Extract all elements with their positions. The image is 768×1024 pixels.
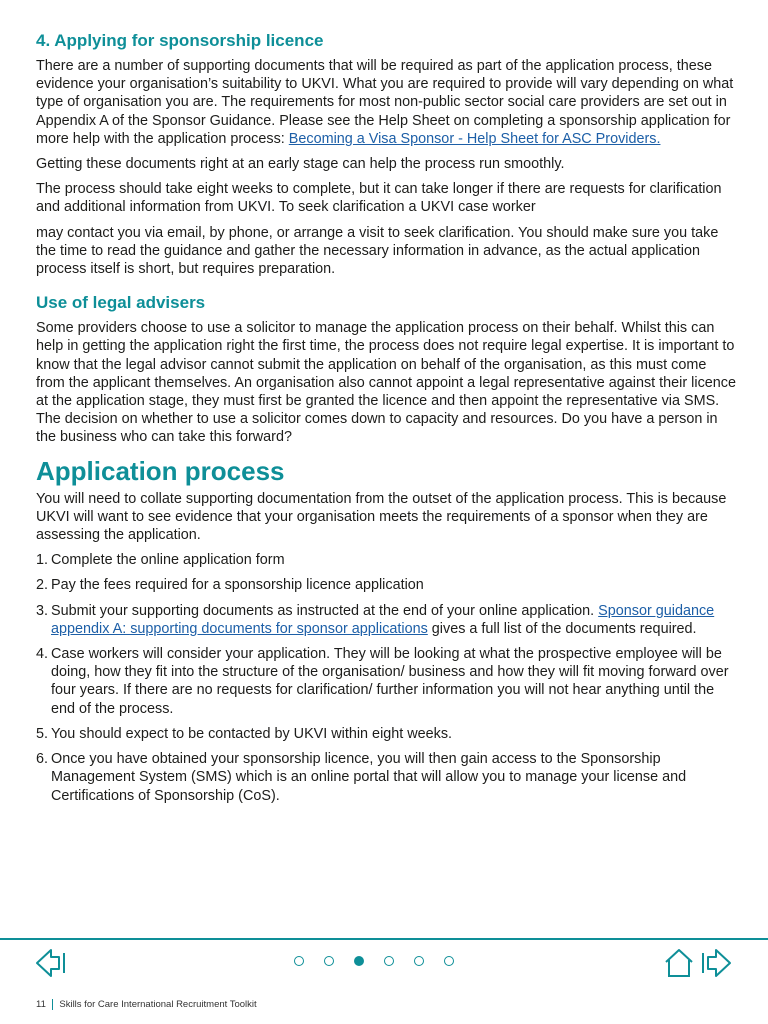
item-number: 1.: [36, 552, 49, 569]
item-number: 5.: [36, 725, 49, 742]
page-footer: [36, 999, 257, 1010]
footer-divider: [0, 938, 768, 940]
home-button[interactable]: [664, 947, 694, 984]
paragraph: Getting these documents right at an early stage can help the process run smoothly.: [36, 156, 565, 173]
paragraph: may contact you via email, by phone, or arrange a visit to seek clarification. You should make sure you take the time to read the guidance and gather the necessary information in advance, as the actual application process itself is short, but requires preparation.: [36, 224, 719, 278]
list-item: [36, 602, 736, 638]
list-item: [36, 645, 736, 718]
legal-heading: Use of legal advisers: [36, 293, 206, 313]
item-number: 4.: [36, 646, 49, 663]
item-number: 2.: [36, 577, 49, 594]
item-text: Pay the fees required for a sponsorship licence application: [51, 577, 424, 594]
help-sheet-link[interactable]: Becoming a Visa Sponsor - Help Sheet for ASC Providers.: [288, 130, 661, 147]
next-page-icon: [700, 947, 732, 979]
steps-list: [36, 551, 736, 804]
list-item: [36, 551, 736, 569]
item-text: Once you have obtained your sponsorship licence, you will then gain access to the Sponsorship Management System (SMS) which is an online portal that will allow you to manage your license and Certifications of Sponsorship (CoS).: [51, 751, 687, 804]
paragraph: You will need to collate supporting documentation from the outset of the application process. This is because UKVI will want to see evidence that your organisation meets the requirements of a sponsor when they are assessing the application.: [36, 490, 727, 544]
item-text: Submit your supporting documents as instructed at the end of your online application.: [51, 602, 599, 619]
list-item: [36, 725, 736, 743]
paragraph: Some providers choose to use a solicitor to manage the application process on their behalf. Whilst this can help in getting the application right the first time, the process does not require legal expertise. It is important to know that the legal advisor cannot submit the application on behalf of the organisation, as this must come from the applicant themselves. An organisation also cannot appoint a legal representative against their licence at the application stage, they must first be granted the licence and then appoint the representative via SMS. The decision on whether to use a solicitor comes down to capacity and resources. Do you have a person in the business who can take this forward?: [36, 320, 736, 446]
next-page-button[interactable]: [700, 947, 732, 984]
item-text: You should expect to be contacted by UKVI within eight weeks.: [51, 725, 453, 742]
footer-separator: [52, 999, 54, 1010]
page-number: 11: [36, 999, 46, 1010]
section-heading: 4. Applying for sponsorship licence: [36, 31, 324, 50]
home-icon: [664, 947, 694, 979]
item-number: 6.: [36, 751, 49, 768]
page-indicator: [294, 956, 454, 966]
footer-title: Skills for Care International Recruitment Toolkit: [59, 999, 257, 1010]
application-heading: Application process: [36, 455, 285, 486]
item-text: gives a full list of the documents required.: [427, 620, 697, 637]
item-text: Complete the online application form: [51, 552, 285, 569]
previous-page-icon: [35, 947, 67, 979]
sponsor-guidance-link[interactable]: Sponsor guidance appendix A: supporting documents for sponsor applications: [51, 602, 715, 637]
page-dot-6[interactable]: [444, 956, 454, 966]
paragraph: [36, 57, 736, 148]
page-dot-1[interactable]: [294, 956, 304, 966]
page-dot-4[interactable]: [384, 956, 394, 966]
paragraph-text: There are a number of supporting documents that will be required as part of the application process, these evidence your organisation’s suitability to UKVI. What you are required to provide will vary depending on what type of organisation you are. The requirements for most non-public sector social care providers are set out in Appendix A of the Sponsor Guidance. Please see the Help Sheet on completing a sponsorship application for more help with the application process:: [36, 58, 734, 147]
previous-page-button[interactable]: [35, 947, 67, 984]
list-item: [36, 576, 736, 594]
item-number: 3.: [36, 602, 49, 619]
page-dot-3[interactable]: [354, 956, 364, 966]
paragraph: The process should take eight weeks to complete, but it can take longer if there are requests for clarification and additional information from UKVI. To seek clarification a UKVI case worker: [36, 181, 722, 216]
page-dot-5[interactable]: [414, 956, 424, 966]
page-dot-2[interactable]: [324, 956, 334, 966]
item-text: Case workers will consider your application. They will be looking at what the prospective employee will be doing, how they fit into the structure of the organisation/ business and how they will fit moving forward over four years. If there are no requests for clarification/ further information you will not hear anything until the end of the process.: [51, 646, 729, 717]
list-item: [36, 750, 736, 805]
page-content: [36, 30, 736, 812]
